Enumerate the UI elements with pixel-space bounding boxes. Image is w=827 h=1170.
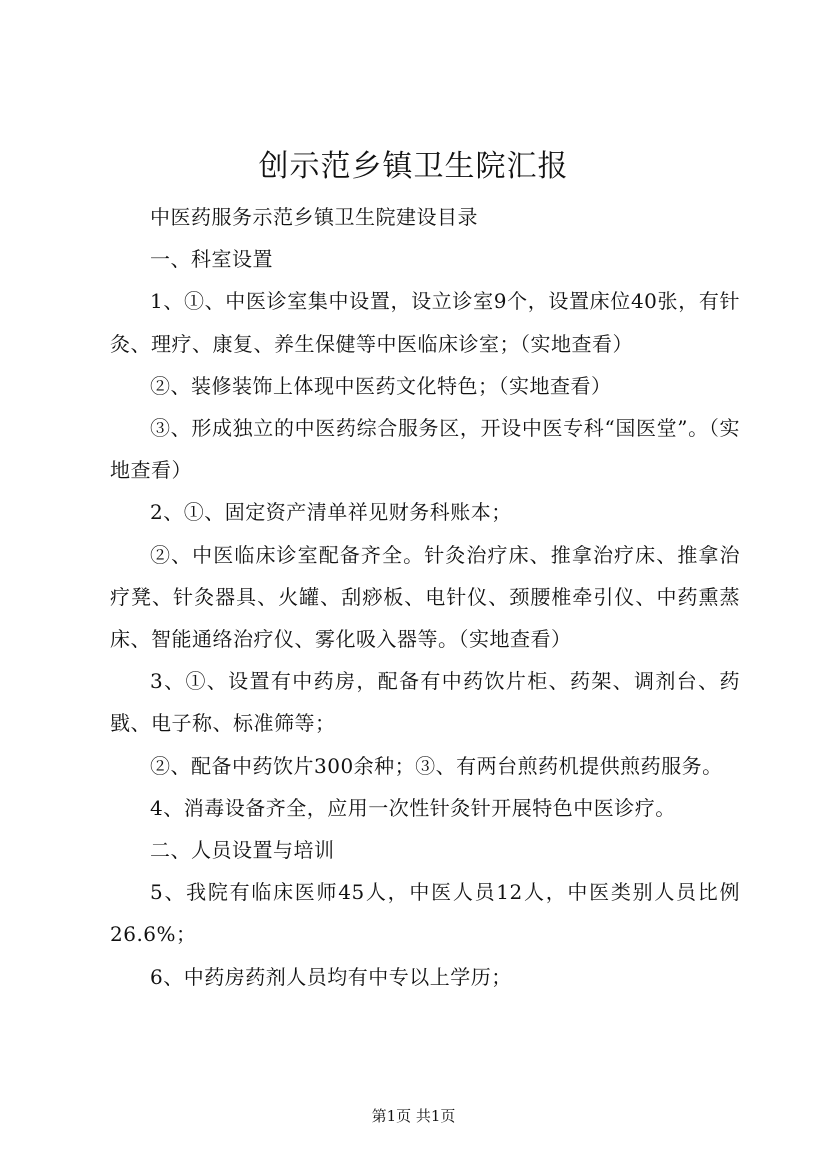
paragraph-item-4: 4、消毒设备齐全，应用一次性针灸针开展特色中医诊疗。 <box>150 795 676 820</box>
paragraph-item-2-2: ②、中医临床诊室配备齐全。针灸治疗床、推拿治疗床、推拿治疗凳、针灸器具、火罐、刮痧板、电针仪、颈腰椎牵引仪、中药熏蒸床、智能通络治疗仪、雾化吸入器等。（实地查看） <box>110 542 740 652</box>
paragraph-catalog-heading: 中医药服务示范乡镇卫生院建设目录 <box>150 205 478 229</box>
paragraph-item-1-3: ③、形成独立的中医药综合服务区，开设中医专科“国医堂”。（实地查看） <box>110 416 740 483</box>
paragraph-item-1-2: ②、装修装饰上体现中医药文化特色；（实地查看） <box>150 373 612 398</box>
page-footer: 第1页 共1页 <box>371 1107 456 1125</box>
paragraph-item-3-2: ②、配备中药饮片300余种；③、有两台煎药机提供煎药服务。 <box>150 753 723 778</box>
paragraph-item-5: 5、我院有临床医师45人，中医人员12人，中医类别人员比例26.6%； <box>110 880 740 947</box>
paragraph-section-one-heading: 一、科室设置 <box>150 247 273 272</box>
document-title: 创示范乡镇卫生院汇报 <box>258 149 569 184</box>
paragraph-item-1-1: 1、①、中医诊室集中设置，设立诊室9个，设置床位40张，有针灸、理疗、康复、养生保健等中医临床诊室；（实地查看） <box>110 289 740 356</box>
paragraph-section-two-heading: 二、人员设置与培训 <box>150 838 335 863</box>
document-body <box>110 196 740 998</box>
paragraph-item-3-1: 3、①、设置有中药房，配备有中药饮片柜、药架、调剂台、药戥、电子称、标准筛等； <box>110 669 740 736</box>
paragraph-item-6: 6、中药房药剂人员均有中专以上学历； <box>150 964 512 989</box>
paragraph-item-2-1: 2、①、固定资产清单祥见财务科账本； <box>150 500 512 525</box>
